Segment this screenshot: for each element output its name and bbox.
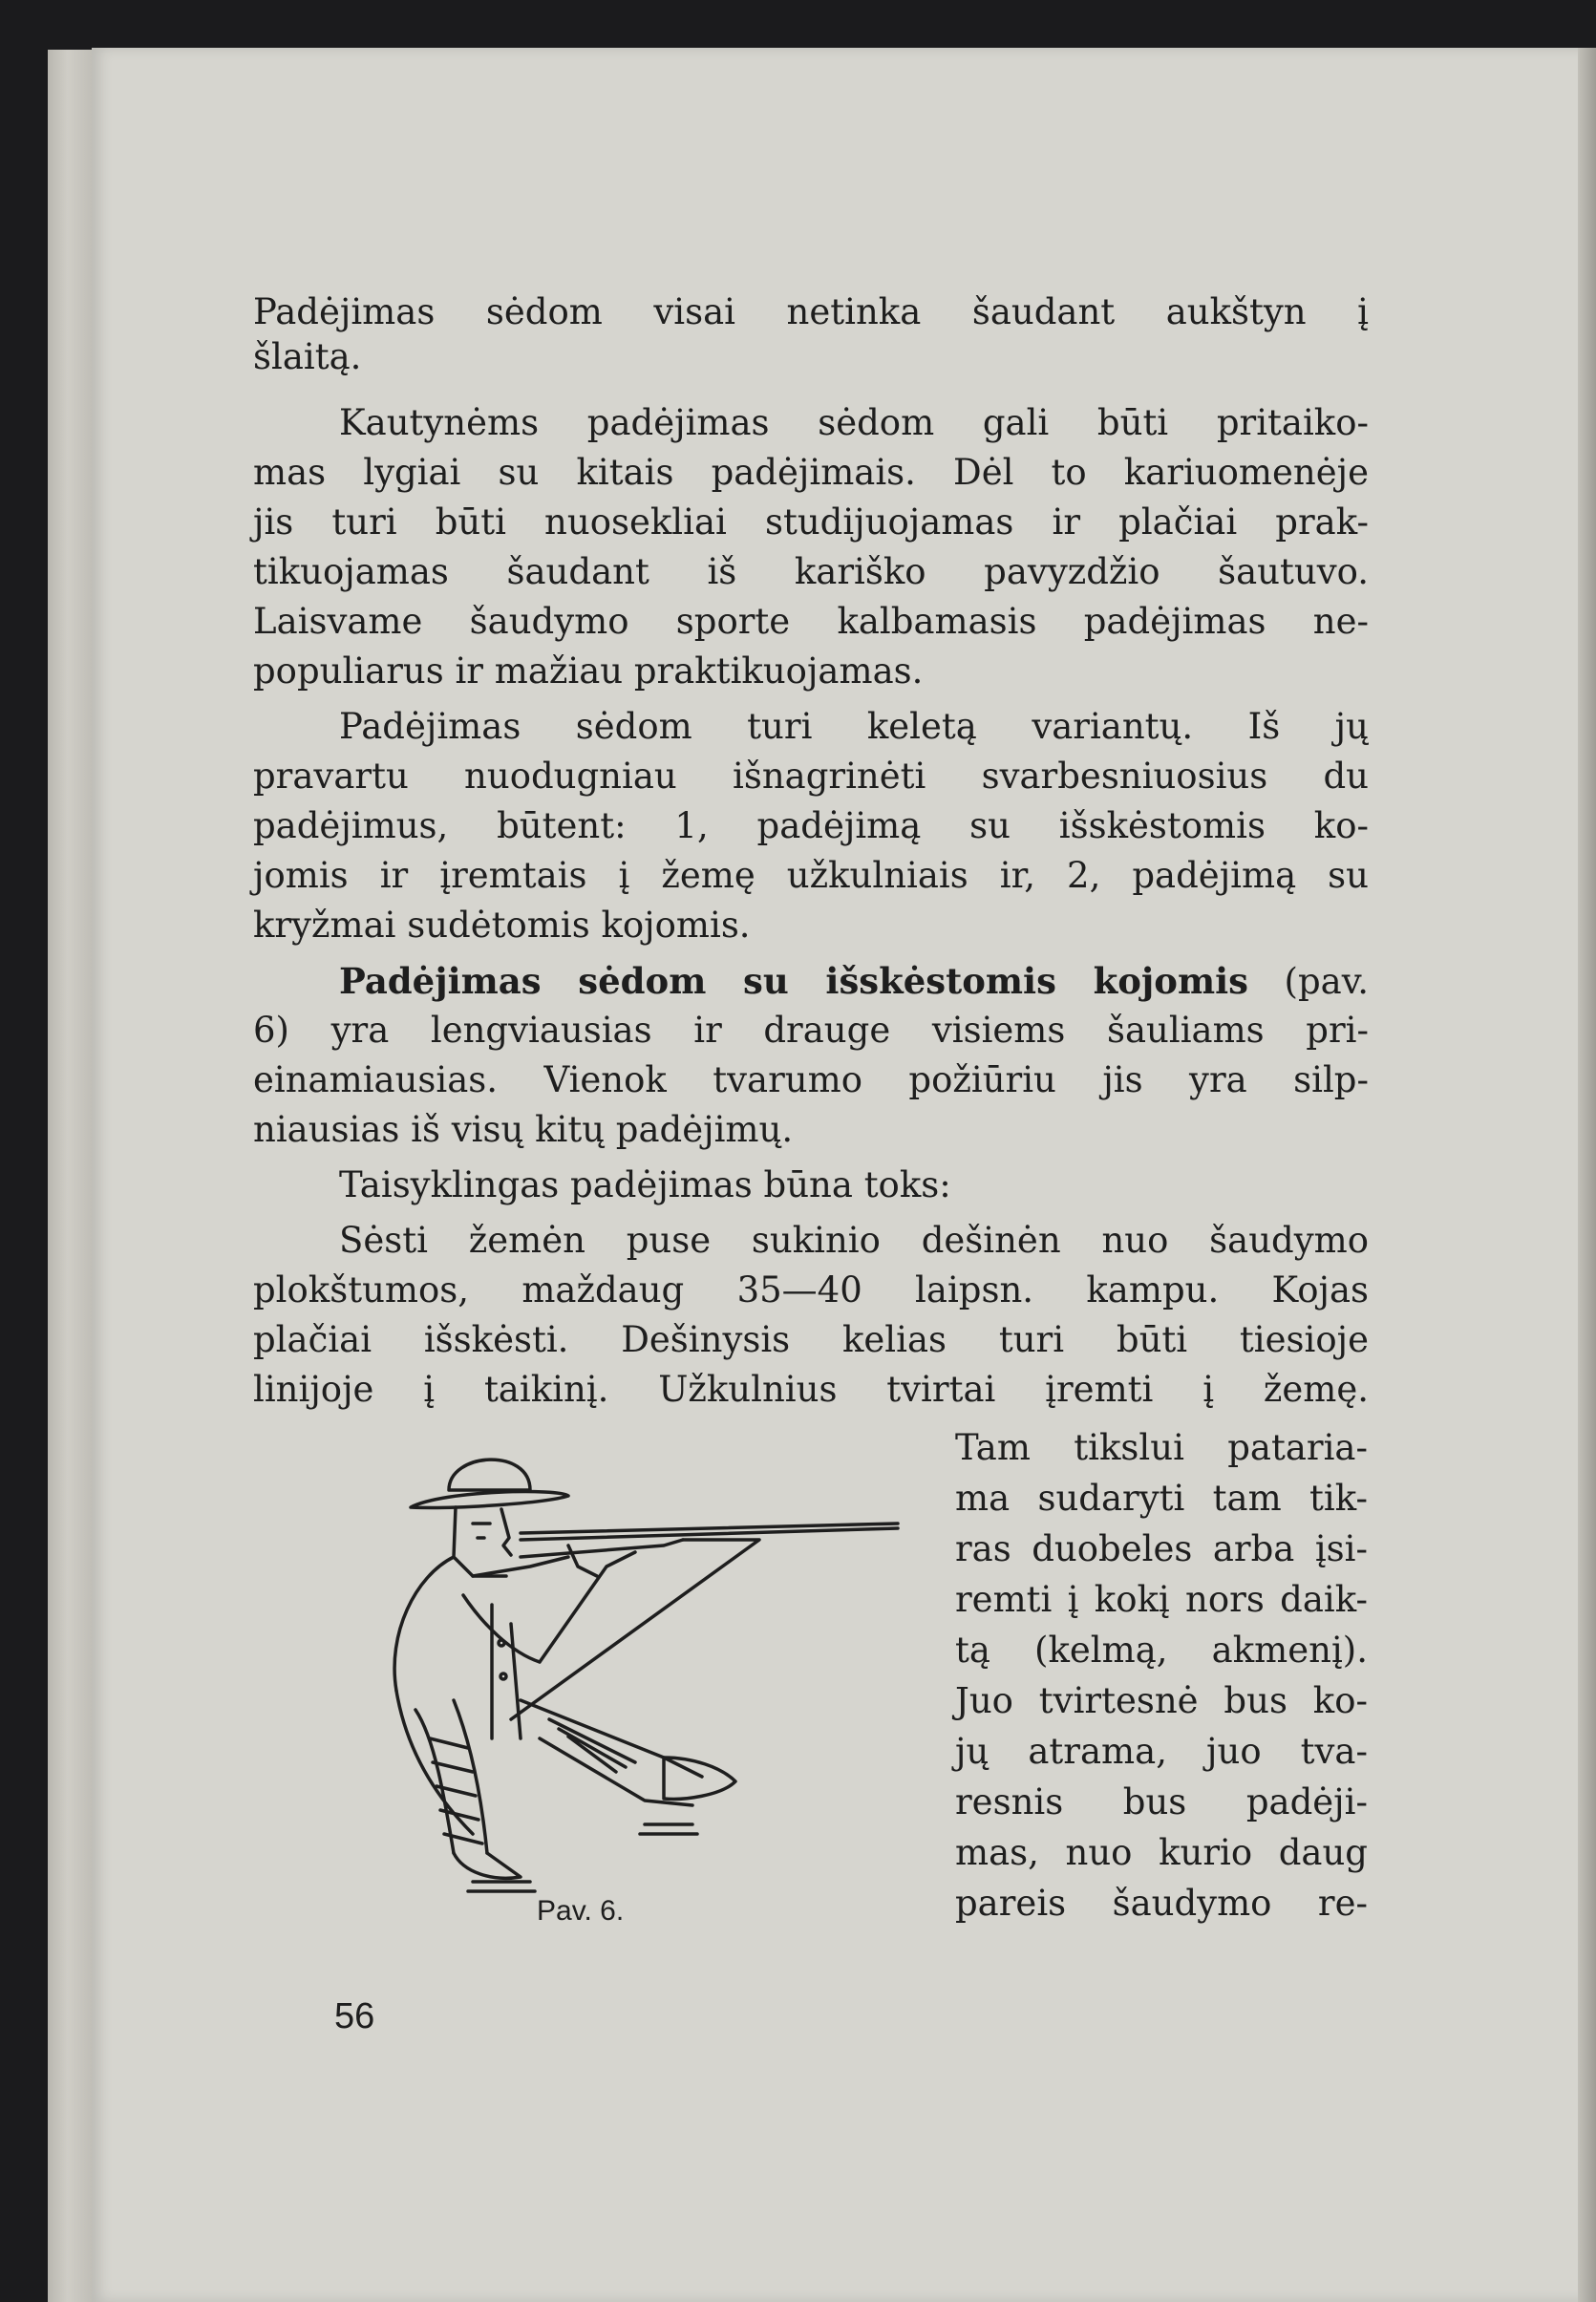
text-line: mas, nuo kurio daug [955, 1832, 1368, 1873]
text-line: Taisyklingas padėjimas būna toks: [339, 1164, 951, 1205]
text-line: Tam tikslui pataria- [955, 1427, 1368, 1468]
page-edge [1578, 48, 1596, 2302]
text-line: plačiai išskėsti. Dešinysis kelias turi būti tiesioje [253, 1319, 1369, 1360]
text-line: jis turi būti nuosekliai studijuojamas ir plačiai prak- [253, 501, 1369, 543]
bold-heading: Padėjimas sėdom su išskėstomis kojomis [339, 960, 1248, 1002]
book-spine [48, 50, 97, 2302]
text-line: plokštumos, maždaug 35—40 laipsn. kampu. Kojas [253, 1269, 1369, 1311]
page-number: 56 [334, 1996, 375, 2036]
text-line: niausias iš visų kitų padėjimų. [253, 1109, 794, 1150]
text-line: ras duobeles arba įsi- [955, 1528, 1368, 1569]
text-line: tikuojamas šaudant iš kariško pavyzdžio šautuvo. [253, 551, 1369, 592]
text-line: kryžmai sudėtomis kojomis. [253, 905, 751, 946]
text-line: Juo tvirtesnė bus ko- [955, 1680, 1368, 1721]
text-line: jų atrama, juo tva- [955, 1731, 1368, 1772]
text-line: 6) yra lengviausias ir drauge visiems šauliams pri- [253, 1010, 1369, 1051]
text-line: linijoje į taikinį. Užkulnius tvirtai įremti į žemę. [253, 1369, 1369, 1410]
text-line: Padėjimas sėdom visai netinka šaudant aukštyn į [253, 291, 1369, 332]
text-line: einamiausias. Vienok tvarumo požiūriu jis yra silp- [253, 1059, 1369, 1100]
text-line: mas lygiai su kitais padėjimais. Dėl to kariuomenėje [253, 452, 1369, 493]
text-line: resnis bus padėji- [955, 1781, 1368, 1822]
text-line: ma sudaryti tam tik- [955, 1478, 1368, 1519]
text-line: šlaitą. [253, 336, 362, 377]
text-line: Kautynėms padėjimas sėdom gali būti pritaiko- [339, 402, 1369, 443]
heading-line-rest: (pav. [1248, 961, 1369, 1002]
text-line: Laisvame šaudymo sporte kalbamasis padėjimas ne- [253, 601, 1369, 642]
text-line: tą (kelmą, akmenį). [955, 1630, 1368, 1671]
seated-rifleman-illustration [377, 1433, 912, 1910]
text-line: remti į kokį nors daik- [955, 1579, 1368, 1620]
text-line: jomis ir įremtais į žemę užkulniais ir, 2, padėjimą su [253, 855, 1369, 896]
text-line: populiarus ir mažiau praktikuojamas. [253, 650, 924, 692]
text-line: pravartu nuodugniau išnagrinėti svarbesniuosius du [253, 756, 1369, 797]
text-line: padėjimus, būtent: 1, padėjimą su išskėstomis ko- [253, 805, 1369, 846]
text-line: Sėsti žemėn puse sukinio dešinėn nuo šaudymo [339, 1220, 1369, 1261]
figure-caption: Pav. 6. [537, 1895, 625, 1927]
heading-line [253, 957, 1369, 1006]
text-line: pareis šaudymo re- [955, 1883, 1368, 1924]
text-line: Padėjimas sėdom turi keletą variantų. Iš jų [339, 706, 1369, 747]
